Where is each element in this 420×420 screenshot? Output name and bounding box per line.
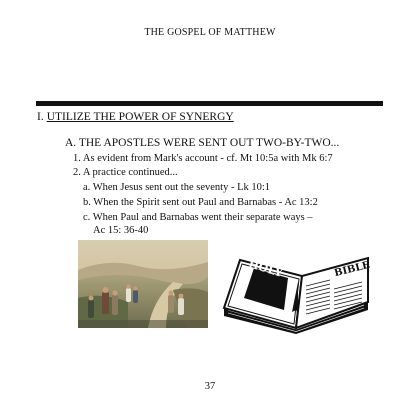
bible-cover-text-bible: BIBLE bbox=[333, 259, 372, 280]
point-2: 2. A practice continued... bbox=[73, 167, 178, 178]
point-2a: a. When Jesus sent out the seventy - Lk 10:1 bbox=[83, 182, 271, 193]
point-2c-continued: Ac 15: 36-40 bbox=[93, 225, 149, 236]
point-2b: b. When the Spirit sent out Paul and Barnabas - Ac 13:2 bbox=[83, 197, 318, 208]
page-header: THE GOSPEL OF MATTHEW bbox=[144, 27, 276, 38]
point-2c: c. When Paul and Barnabas went their separate ways – bbox=[83, 212, 313, 223]
section-divider bbox=[36, 101, 383, 106]
point-1: 1. As evident from Mark's account - cf. Mt 10:5a with Mk 6:7 bbox=[73, 153, 333, 164]
bible-cover-text-holy: HOLY bbox=[246, 257, 284, 280]
apostles-painting-icon bbox=[78, 240, 208, 328]
section-number: I. bbox=[37, 111, 44, 123]
section-heading bbox=[37, 111, 234, 123]
page-number: 37 bbox=[204, 381, 216, 392]
holy-bible-icon bbox=[218, 252, 374, 334]
subsection-heading: A. THE APOSTLES WERE SENT OUT TWO-BY-TWO... bbox=[65, 137, 340, 149]
section-title: UTILIZE THE POWER OF SYNERGY bbox=[46, 111, 234, 123]
